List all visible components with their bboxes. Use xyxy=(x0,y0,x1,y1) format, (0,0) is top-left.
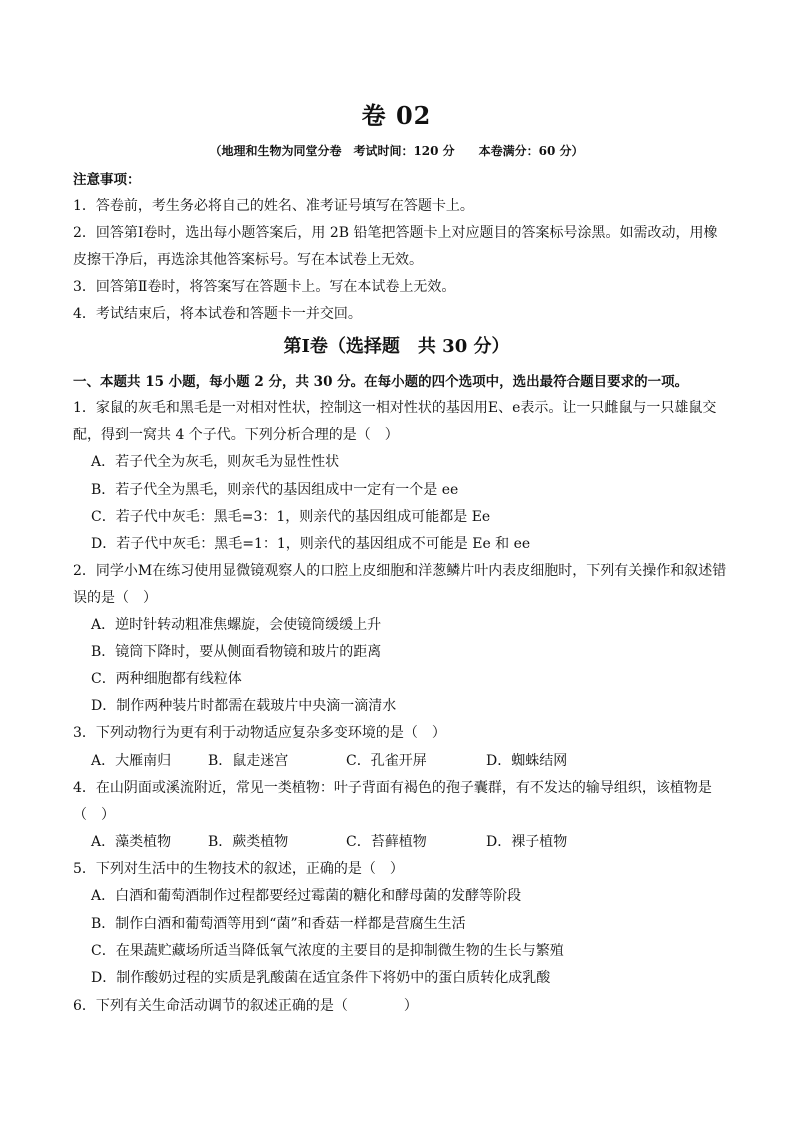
question-2-option-c: C．两种细胞都有线粒体 xyxy=(91,671,242,687)
question-5-option-a: A．白酒和葡萄酒制作过程都要经过霉菌的糖化和酵母菌的发酵等阶段 xyxy=(91,888,522,904)
question-4-stem: 4．在山阴面或溪流附近，常见一类植物：叶子背面有褐色的孢子囊群，有不发达的输导组织，该植物是 xyxy=(73,780,712,796)
note-item: 3．回答第Ⅱ卷时，将答案写在答题卡上。写在本试卷上无效。 xyxy=(73,279,456,295)
question-2-stem: 2．同学小M在练习使用显微镜观察人的口腔上皮细胞和洋葱鳞片叶内表皮细胞时，下列有关操作和叙述错 xyxy=(73,563,727,579)
question-5-option-b: B．制作白酒和葡萄酒等用到“菌”和香菇一样都是营腐生生活 xyxy=(91,916,466,932)
question-5-option-d: D．制作酸奶过程的实质是乳酸菌在适宜条件下将奶中的蛋白质转化成乳酸 xyxy=(91,970,551,986)
question-6-stem: 6．下列有关生命活动调节的叙述正确的是（ ） xyxy=(73,998,418,1014)
note-item: 皮擦干净后，再选涂其他答案标号。写在本试卷上无效。 xyxy=(73,252,423,268)
question-4-option-a: A．藻类植物 xyxy=(91,834,172,850)
note-item: 2．回答第Ⅰ卷时，选出每小题答案后，用 2B 铅笔把答题卡上对应题目的答案标号涂黑。如需改动，用橡 xyxy=(73,225,718,241)
note-item: 1．答卷前，考生务必将自己的姓名、准考证号填写在答题卡上。 xyxy=(73,198,474,214)
question-5-stem: 5．下列对生活中的生物技术的叙述，正确的是（ ） xyxy=(73,861,404,877)
exam-title: 卷 02 xyxy=(361,101,432,130)
section-title: 第Ⅰ卷（选择题 共 30 分） xyxy=(283,336,510,357)
question-3-stem: 3．下列动物行为更有利于动物适应复杂多变环境的是（ ） xyxy=(73,725,446,741)
question-3-option-d: D．蜘蛛结网 xyxy=(486,753,568,769)
question-2-stem-cont: 误的是（ ） xyxy=(73,590,157,606)
question-3-option-c: C．孔雀开屏 xyxy=(346,753,427,769)
question-2-option-d: D．制作两种装片时都需在载玻片中央滴一滴清水 xyxy=(91,698,397,714)
question-4-option-b: B．蕨类植物 xyxy=(208,834,289,850)
question-1-stem-cont: 配，得到一窝共 4 个子代。下列分析合理的是（ ） xyxy=(73,427,399,443)
question-2-option-a: A．逆时针转动粗准焦螺旋，会使镜筒缓缓上升 xyxy=(91,617,382,633)
question-5-option-c: C．在果蔬贮藏场所适当降低氧气浓度的主要目的是抑制微生物的生长与繁殖 xyxy=(91,943,564,959)
exam-subtitle: （地理和生物为同堂分卷 考试时间：120 分 本卷满分：60 分） xyxy=(209,144,584,158)
notes-heading: 注意事项： xyxy=(73,172,141,188)
question-2-option-b: B．镜筒下降时，要从侧面看物镜和玻片的距离 xyxy=(91,644,382,660)
question-1-option-c: C．若子代中灰毛：黑毛=3：1，则亲代的基因组成可能都是 Ee xyxy=(91,509,491,525)
note-item: 4．考试结束后，将本试卷和答题卡一并交回。 xyxy=(73,306,362,322)
question-4-option-d: D．裸子植物 xyxy=(486,834,568,850)
question-1-option-a: A．若子代全为灰毛，则灰毛为显性性状 xyxy=(91,454,340,470)
section-intro: 一、本题共 15 小题，每小题 2 分，共 30 分。在每小题的四个选项中，选出最符合题目要求的一项。 xyxy=(73,374,689,390)
question-3-option-b: B．鼠走迷宫 xyxy=(208,753,289,769)
question-1-option-b: B．若子代全为黑毛，则亲代的基因组成中一定有一个是 ee xyxy=(91,482,459,498)
question-1-stem: 1．家鼠的灰毛和黑毛是一对相对性状，控制这一相对性状的基因用E、e表示。让一只雌鼠与一只雄鼠交 xyxy=(73,400,717,416)
question-1-option-d: D．若子代中灰毛：黑毛=1：1，则亲代的基因组成不可能是 Ee 和 ee xyxy=(91,536,531,552)
question-4-stem-cont: （ ） xyxy=(73,807,115,823)
question-4-option-c: C．苔藓植物 xyxy=(346,834,427,850)
question-3-option-a: A．大雁南归 xyxy=(91,753,172,769)
